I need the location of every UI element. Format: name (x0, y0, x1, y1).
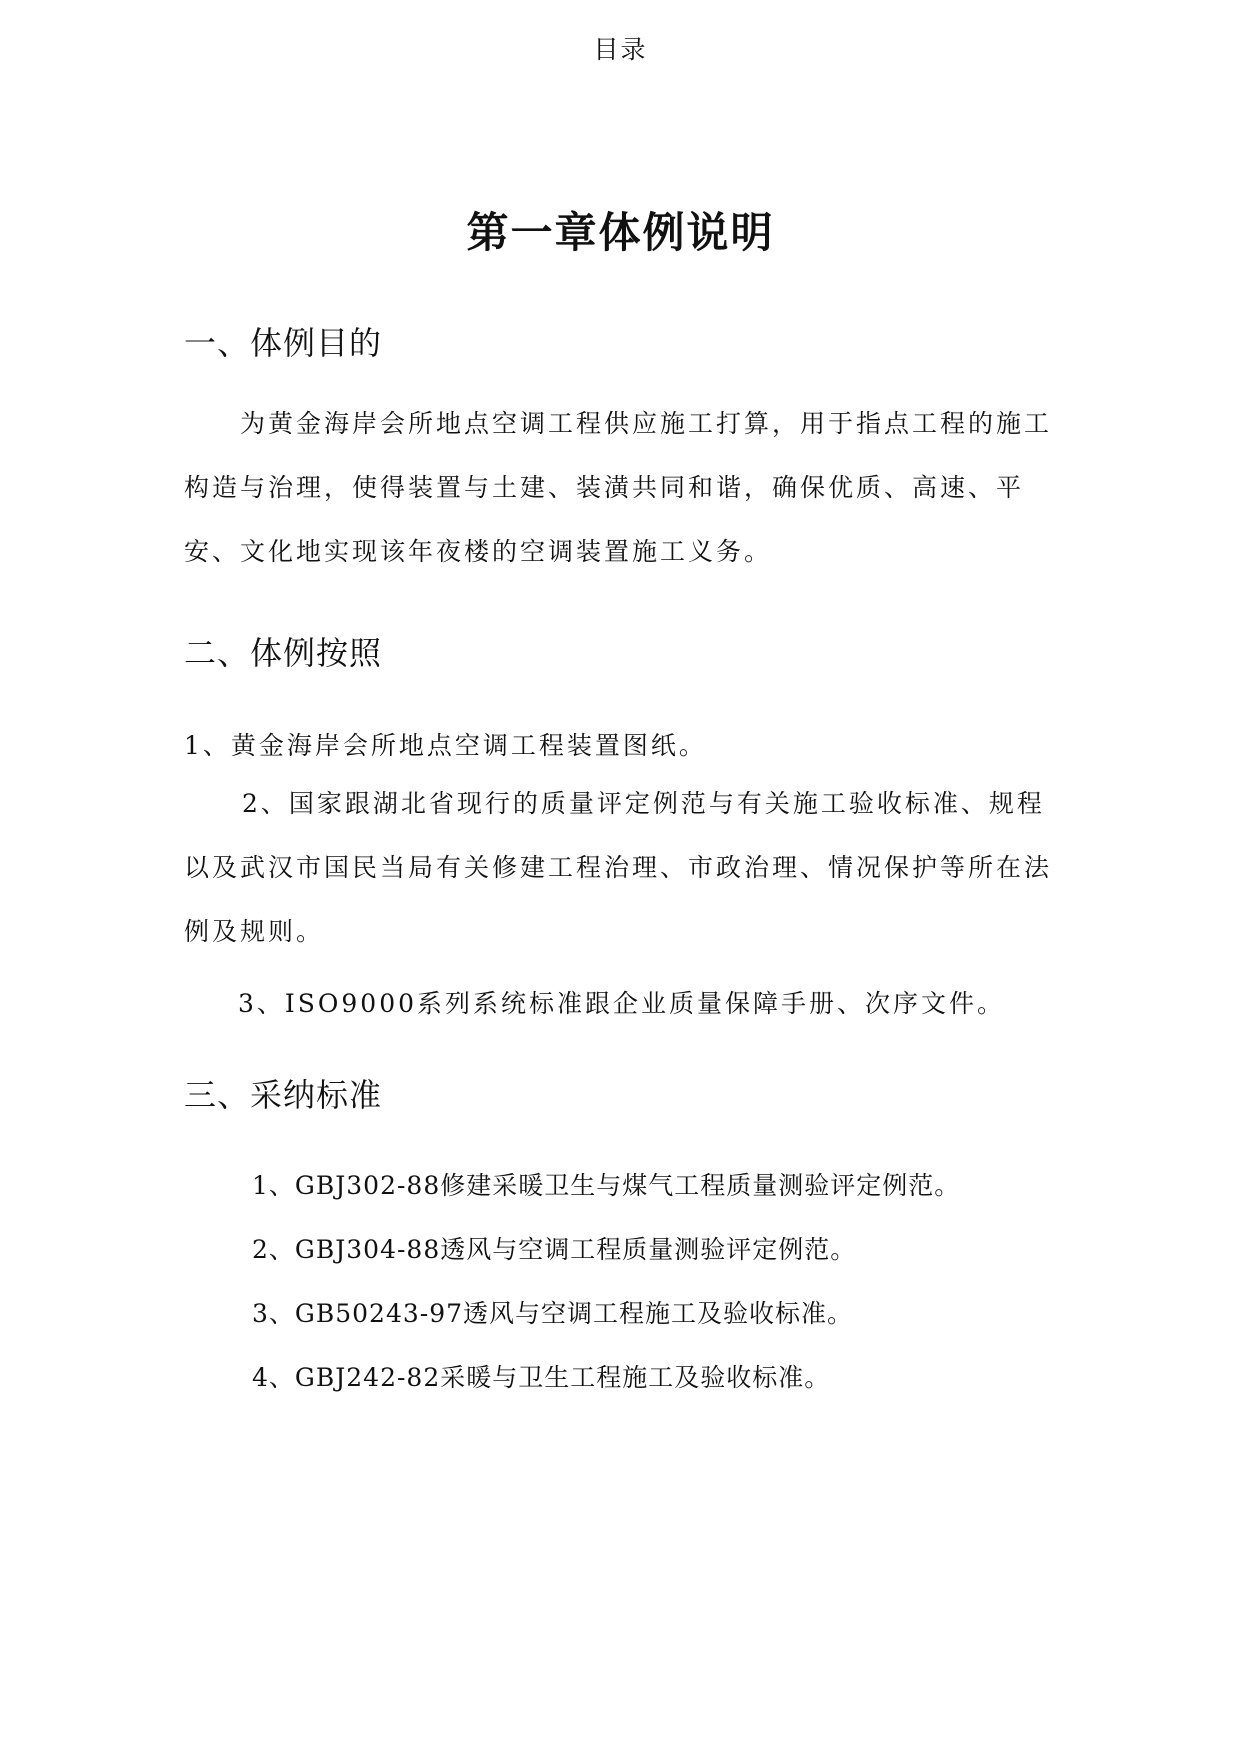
basis-item-2: 2、国家跟湖北省现行的质量评定例范与有关施工验收标准、规程以及武汉市国民当局有关修建工程治理、市政治理、情况保护等所在法例及规则。 (184, 789, 1053, 946)
section-purpose-paragraph: 为黄金海岸会所地点空调工程供应施工打算，用于指点工程的施工构造与治理，使得装置与土建、装潢共同和谐，确保优质、高速、平安、文化地实现该年夜楼的空调装置施工义务。 (184, 409, 1053, 566)
standard-item-4: 4、GBJ242-82采暖与卫生工程施工及验收标准。 (252, 1363, 831, 1392)
chapter-title: 第一章体例说明 (466, 208, 775, 257)
standard-item-1: 1、GBJ302-88修建采暖卫生与煤气工程质量测验评定例范。 (252, 1171, 961, 1200)
basis-item-3: 3、ISO9000系列系统标准跟企业质量保障手册、次序文件。 (238, 989, 1006, 1018)
section-heading-basis: 二、体例按照 (184, 634, 383, 672)
standard-item-2: 2、GBJ304-88透风与空调工程质量测验评定例范。 (252, 1235, 857, 1264)
section-heading-standards: 三、采纳标准 (184, 1076, 383, 1114)
basis-item-1: 1、黄金海岸会所地点空调工程装置图纸。 (184, 731, 707, 760)
section-heading-purpose: 一、体例目的 (184, 324, 383, 362)
standard-item-3: 3、GB50243-97透风与空调工程施工及验收标准。 (252, 1299, 854, 1328)
page-header: 目录 (593, 35, 648, 64)
